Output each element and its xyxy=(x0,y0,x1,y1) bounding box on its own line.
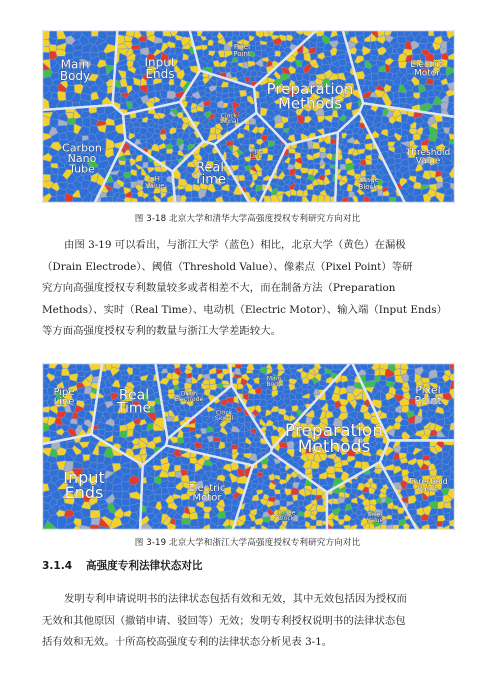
treemap-cell xyxy=(192,190,199,198)
treemap-cell xyxy=(275,51,281,57)
treemap-label: Clock Signal xyxy=(214,409,234,422)
treemap-cell xyxy=(90,510,100,518)
treemap-label: Main Body xyxy=(59,57,91,83)
treemap-cell xyxy=(73,50,83,57)
treemap-cell xyxy=(228,87,234,93)
section-number: 3.1.4 xyxy=(42,560,73,572)
treemap-cell xyxy=(182,518,192,525)
treemap-cell xyxy=(280,499,287,507)
paragraph-line: （Drain Electrode）、阈值（Threshold Value）、像素点（Pixel Point）等研 xyxy=(42,260,413,273)
treemap-label: Input Ends xyxy=(63,468,105,503)
treemap-cell xyxy=(354,122,361,128)
treemap-cell xyxy=(400,447,408,453)
treemap-label: Clock Signal xyxy=(219,112,239,125)
treemap-cell xyxy=(118,160,126,165)
treemap-label: Electric Motor xyxy=(188,482,226,504)
treemap-cell xyxy=(338,516,344,520)
paragraph-line: 由图 3-19 可以看出，与浙江大学（蓝色）相比，北京大学（黄色）在漏极 xyxy=(64,239,406,251)
treemap-cell xyxy=(209,379,215,385)
treemap-label: Preparation Methods xyxy=(266,80,354,113)
treemap-cell xyxy=(66,86,74,92)
treemap-cell xyxy=(190,519,199,527)
treemap-cell xyxy=(143,162,148,168)
treemap-cell xyxy=(398,92,406,98)
paragraph-line: 无效和其他原因（撤销申请、驳回等）无效；发明专利授权说明书的法律状态包 xyxy=(42,614,406,627)
treemap-label: Drain Electrode xyxy=(174,390,204,403)
treemap-cell xyxy=(49,44,57,51)
treemap-cell xyxy=(210,127,216,134)
treemap-cell xyxy=(378,190,383,196)
treemap-label: Input Ends xyxy=(144,55,176,81)
treemap-label: Pixel Value xyxy=(366,511,384,524)
treemap-cell xyxy=(312,142,320,149)
treemap-cell xyxy=(121,499,129,506)
treemap-cell xyxy=(110,386,119,393)
treemap-cell xyxy=(380,375,386,381)
paragraph-1 xyxy=(42,235,455,343)
treemap-cell xyxy=(319,147,326,153)
treemap-cell xyxy=(89,454,97,463)
treemap-cell xyxy=(364,165,371,171)
treemap-cell xyxy=(238,437,246,442)
treemap-cell xyxy=(113,425,120,432)
treemap-cell xyxy=(195,423,201,430)
treemap-cell xyxy=(398,61,406,68)
voronoi-treemap-1 xyxy=(42,30,455,203)
treemap-cell xyxy=(250,71,257,77)
treemap-cell xyxy=(130,175,138,182)
treemap-cell xyxy=(392,519,399,525)
voronoi-treemap-figure-2 xyxy=(42,363,455,530)
paragraph-line: 括有效和无效。十所高校高强度专利的法律状态分析见表 3-1。 xyxy=(42,636,333,648)
treemap-cell xyxy=(238,175,245,181)
paragraph-line: 究方向高强度授权专利数量较多或者相差不大，而在制备方法（Preparation xyxy=(42,282,396,294)
treemap-label: Pixel Point xyxy=(414,383,442,408)
treemap-cell xyxy=(409,170,417,177)
treemap-cell xyxy=(98,422,106,430)
paragraph-line: 发明专利申请说明书的法律状态包括有效和无效，其中无效包括因为授权而 xyxy=(64,593,407,605)
treemap-cell xyxy=(200,428,206,434)
treemap-label: Preparation Methods xyxy=(284,420,384,458)
treemap-cell xyxy=(262,148,269,154)
treemap-cell xyxy=(414,514,421,522)
figure-caption-2: 图 3-19 北京大学和浙江大学高强度授权专利研究方向对比 xyxy=(134,538,361,548)
voronoi-treemap-figure-1 xyxy=(42,30,455,203)
treemap-cell xyxy=(113,436,119,444)
treemap-cell xyxy=(181,475,190,482)
paragraph-line: 等方面高强度授权专利的数量与浙江大学差距较大。 xyxy=(42,325,281,337)
treemap-label: Main Body xyxy=(266,375,282,388)
treemap-label: Threshold Value xyxy=(408,477,448,494)
treemap-cell xyxy=(312,473,319,478)
treemap-label: pH Value xyxy=(145,175,165,190)
section-title: 高强度专利法律状态对比 xyxy=(86,560,203,572)
treemap-cell xyxy=(443,121,451,127)
treemap-cell xyxy=(312,469,319,473)
treemap-cell xyxy=(302,378,309,384)
treemap-cell xyxy=(441,36,449,41)
treemap-cell xyxy=(326,466,335,473)
treemap-cell xyxy=(407,194,415,203)
treemap-label: Image Block xyxy=(276,509,296,522)
treemap-cell xyxy=(103,387,111,395)
treemap-cell xyxy=(348,380,355,386)
treemap-cell xyxy=(287,441,295,449)
voronoi-treemap-2 xyxy=(42,363,455,530)
paragraph-line: Methods）、实时（Real Time）、电动机（Electric Motor）、输入端（Input Ends） xyxy=(42,303,448,316)
treemap-cell xyxy=(42,174,51,181)
treemap-cell xyxy=(343,190,349,197)
treemap-cell xyxy=(297,190,304,197)
treemap-cell xyxy=(213,432,220,438)
treemap-cell xyxy=(67,118,75,125)
treemap-label: Real Time xyxy=(194,160,226,188)
treemap-cell xyxy=(274,489,280,494)
treemap-label: Pipe Line xyxy=(53,386,75,408)
treemap-cell xyxy=(246,370,253,374)
treemap-cell xyxy=(387,411,394,418)
treemap-cell xyxy=(413,182,421,189)
treemap-label: Threshold Value xyxy=(405,147,451,167)
treemap-label: Carbon Nano Tube xyxy=(62,141,102,176)
treemap-label: Pixel Point xyxy=(233,43,251,58)
treemap-cell xyxy=(239,431,246,438)
treemap-cell xyxy=(224,505,232,512)
treemap-cell xyxy=(210,373,218,379)
section-heading xyxy=(42,558,203,573)
treemap-cell xyxy=(119,87,127,94)
treemap-cell xyxy=(231,160,239,166)
treemap-label: Image Block xyxy=(357,176,379,191)
paragraph-2 xyxy=(42,589,455,654)
figure-caption-1: 图 3-18 北京大学和清华大学高强度授权专利研究方向对比 xyxy=(134,214,361,224)
treemap-cell xyxy=(382,182,389,188)
treemap-label: Real Time xyxy=(116,387,152,417)
treemap-label: Pipe Line xyxy=(249,147,263,160)
treemap-cell xyxy=(340,164,346,170)
treemap-cell xyxy=(429,170,436,178)
treemap-label: Electric Motor xyxy=(410,59,444,79)
